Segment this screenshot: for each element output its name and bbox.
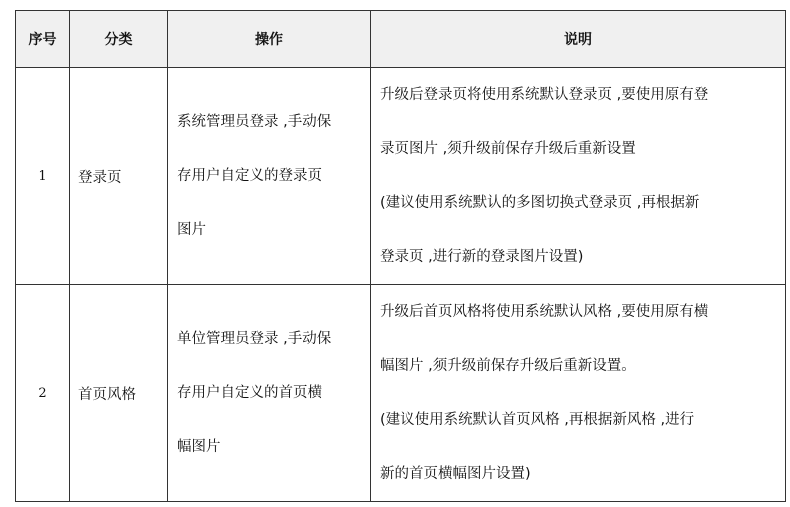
description-line: 幅图片 ,须升级前保存升级后重新设置。 (380, 358, 636, 374)
operation-line: 存用户自定义的登录页 (177, 168, 322, 184)
row-index: 1 (16, 68, 70, 285)
row-operation (168, 68, 371, 285)
row-index: 2 (16, 285, 70, 502)
row-description (371, 285, 786, 502)
description-line: 升级后登录页将使用系统默认登录页 ,要使用原有登 (380, 87, 709, 103)
table-row (16, 68, 786, 285)
description-line: 登录页 ,进行新的登录图片设置) (380, 249, 584, 265)
operation-line: 存用户自定义的首页横 (177, 385, 322, 401)
description-line: 升级后首页风格将使用系统默认风格 ,要使用原有横 (380, 304, 709, 320)
operation-line: 幅图片 (177, 439, 221, 455)
header-category: 分类 (70, 11, 168, 68)
header-index: 序号 (16, 11, 70, 68)
row-operation (168, 285, 371, 502)
operation-line: 系统管理员登录 ,手动保 (177, 114, 332, 130)
description-line: 新的首页横幅图片设置) (380, 466, 531, 482)
description-line: (建议使用系统默认的多图切换式登录页 ,再根据新 (380, 195, 700, 211)
header-description: 说明 (371, 11, 786, 68)
table-header-row (16, 11, 786, 68)
row-category: 首页风格 (70, 285, 168, 502)
row-description (371, 68, 786, 285)
operation-line: 图片 (177, 222, 206, 238)
description-line: (建议使用系统默认首页风格 ,再根据新风格 ,进行 (380, 412, 695, 428)
row-category: 登录页 (70, 68, 168, 285)
header-operation: 操作 (168, 11, 371, 68)
operation-line: 单位管理员登录 ,手动保 (177, 331, 332, 347)
description-line: 录页图片 ,须升级前保存升级后重新设置 (380, 141, 636, 157)
upgrade-notes-table (15, 10, 786, 502)
upgrade-notes-table-container (15, 10, 786, 502)
table-row (16, 285, 786, 502)
